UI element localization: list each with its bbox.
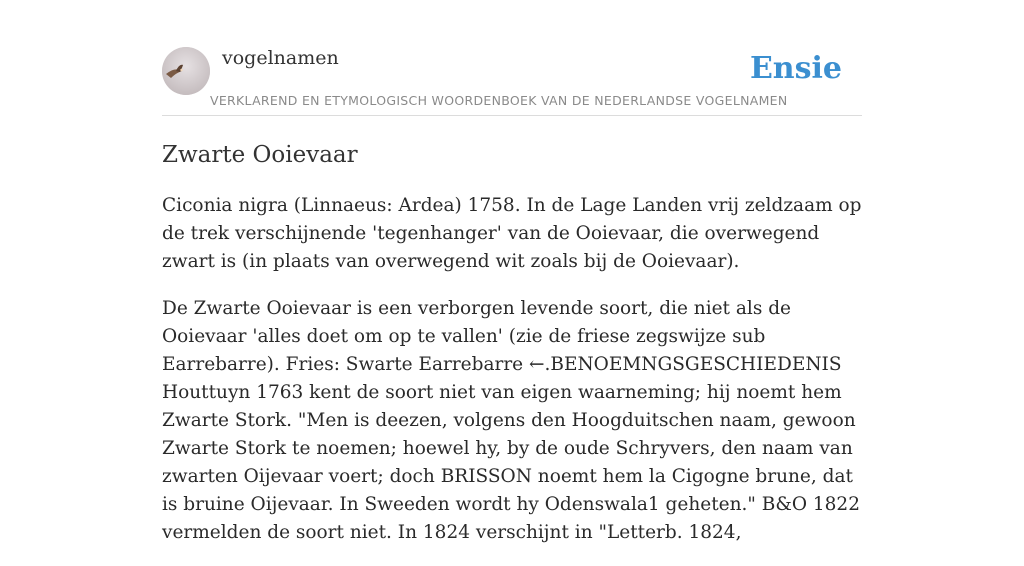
site-name-link[interactable]: vogelnamen <box>222 47 339 69</box>
article-body <box>162 192 862 566</box>
page <box>162 0 862 543</box>
article-paragraph: De Zwarte Ooievaar is een verborgen levende soort, die niet als de Ooievaar 'alles doet om op te vallen' (zie de friese zegswijze sub Earrebarre). Fries: Swarte Earrebarre ←.BENOEMNGSGESCHIEDENIS Houttuyn 1763 kent de soort niet van eigen waarneming; hij noemt hem Zwarte Stork. "Men is deezen, volgens den Hoogduitschen naam, gewoon Zwarte Stork te noemen; hoewel hy, by de oude Schryvers, den naam van zwarten Oijevaar voert; doch BRISSON noemt hem la Cigogne brune, dat is bruine Oijevaar. In Sweeden wordt hy Odenswala1 geheten." B&O 1822 vermelden de soort niet. In 1824 verschijnt in "Letterb. 1824, <box>162 298 860 543</box>
ensie-logo[interactable]: Ensie <box>749 51 842 86</box>
site-tagline: VERKLAREND EN ETYMOLOGISCH WOORDENBOEK VAN DE NEDERLANDSE VOGELNAMEN <box>210 93 788 108</box>
site-header <box>162 0 862 116</box>
avatar[interactable] <box>162 47 210 95</box>
article-paragraph: Ciconia nigra (Linnaeus: Ardea) 1758. In de Lage Landen vrij zeldzaam op de trek verschijnende 'tegenhanger' van de Ooievaar, die overwegend zwart is (in plaats van overwegend wit zoals bij de Ooievaar). <box>162 195 862 272</box>
page-title: Zwarte Ooievaar <box>162 142 358 168</box>
bird-photo-icon <box>162 47 210 95</box>
